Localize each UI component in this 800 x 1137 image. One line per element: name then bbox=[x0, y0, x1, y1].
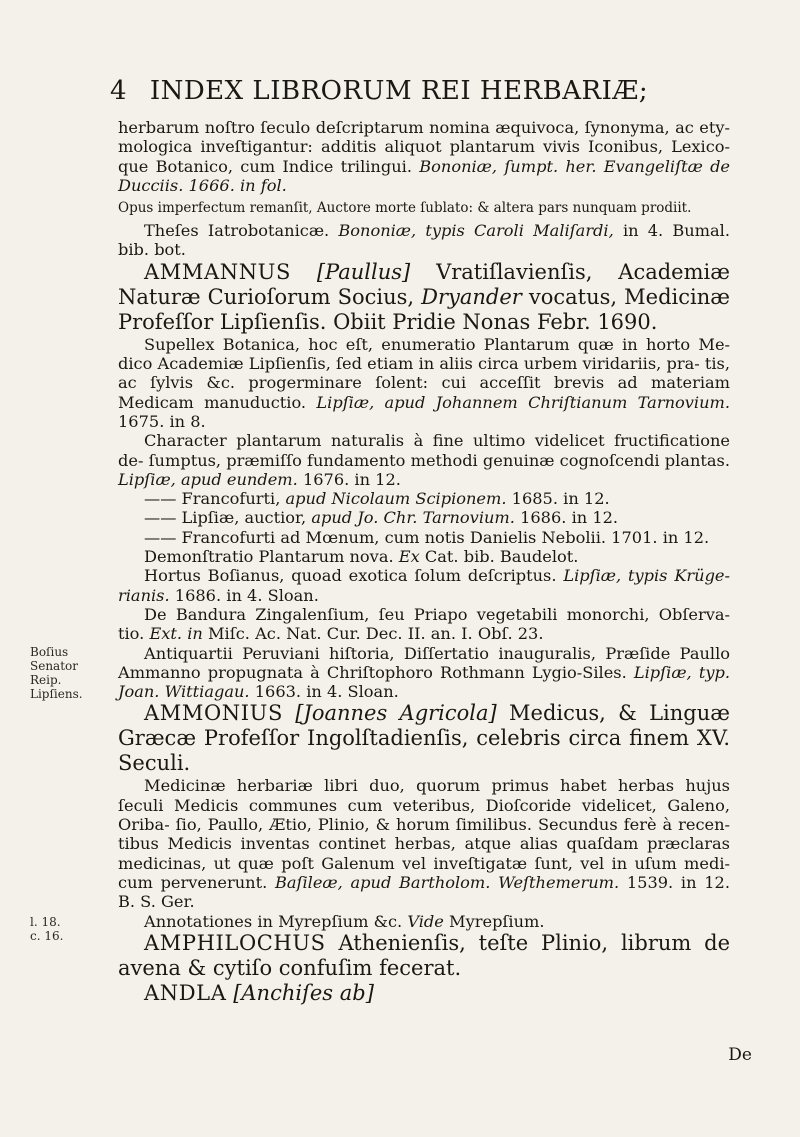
author-heading-andla: ANDLA [Anchiſes ab] bbox=[144, 980, 374, 1005]
entry-annotationes: Annotationes in Myrepſium &c. Vide Myrepſium. bbox=[144, 911, 545, 931]
page-number: 4 bbox=[110, 76, 128, 106]
margin-note: Boſius Senator Reip. Lipſiens. bbox=[30, 645, 83, 701]
margin-note: l. 18. c. 16. bbox=[30, 915, 64, 943]
author-heading-amphilochus: AMPHILOCHUS Athenienſis, teſte Plinio, librum de avena & cytiſo confuſim fecerat. bbox=[118, 930, 730, 980]
entry-supellex: Supellex Botanica, hoc eſt, enumeratio Plantarum quæ in horto Me- dico Academiæ Lipſienſis, ſed etiam in aliis circa urbem viridariis, pra- tis, ac ſylvis &c. progerminare ſolent: cui acceſſit brevis ad materiam Medicam manuductio. Lipſiæ, apud Johannem Chriſtianum Tarnovium. 1675. in 8. bbox=[118, 334, 730, 431]
entry-medicinae: Medicinæ herbariæ libri duo, quorum primus habet herbas hujus ſeculi Medicis communes cum veteribus, Dioſcoride videlicet, Galeno, Oriba- ſio, Paullo, Ætio, Plinio, & horum ſimilibus. Secundus ferè à recen- tibus Medicis inventas continet herbas, atque alias quaſdam præclaras medicinas, ut quæ poſt Galenum vel inveſtigatæ ſunt, vel in uſum medi- cum pervenerunt. Baſileæ, apud Bartholom. Weſthemerum. 1539. in 12. B. S. Ger. bbox=[118, 776, 730, 912]
entry-theses: Theſes Iatrobotanicæ. Bononiæ, typis Caroli Maliſardi, in 4. Bumal. bib. bot. bbox=[118, 221, 730, 260]
entry-character: Character plantarum naturalis à fine ultimo videlicet fructificatione de- ſumptus, præmiſſo fundamento methodi genuinæ cognoſcendi plantas. Lipſiæ, apud eundem. 1676. in 12. bbox=[118, 431, 730, 489]
edition-line: —— Francofurti ad Mœnum, cum notis Danielis Nebolii. 1701. in 12. bbox=[144, 527, 710, 547]
entry-hortus: Hortus Boſianus, quoad exotica ſolum deſcriptus. Lipſiæ, typis Krüge- rianis. 1686. in 4. Sloan. bbox=[118, 566, 730, 605]
author-heading-ammannus: AMMANNUS [Paullus] Vratiſlavienſis, Academiæ Naturæ Curioſorum Socius, Dryander vocatus, Medicinæ Profeſſor Lipſienſis. Obiit Pridie Nonas Febr. 1690. bbox=[118, 259, 730, 334]
page-header bbox=[110, 76, 648, 106]
entry-antiquartii: Antiquartii Peruviani hiſtoria, Diſſertatio inauguralis, Præſide Paullo Ammanno propugnata à Chriſtophoro Rothmann Lygio-Siles. Lipſiæ, typ. Joan. Wittiagau. 1663. in 4. Sloan. bbox=[118, 643, 730, 702]
catchword: De bbox=[728, 1045, 752, 1065]
edition-line: —— Francofurti, apud Nicolaum Scipionem. 1685. in 12. bbox=[144, 489, 610, 509]
entry-bandura: De Bandura Zingalenſium, ſeu Priapo vegetabili monorchi, Obſerva- tio. Ext. in Miſc. Ac. Nat. Cur. Dec. II. an. I. Obſ. 23. bbox=[118, 604, 730, 644]
text-column bbox=[118, 118, 730, 1006]
entry-continued: herbarum noſtro ſeculo deſcriptarum nomina æquivoca, ſynonyma, ac ety- mologica inveſtigantur: additis aliquot plantarum vivis Iconibus, Lexico- que Botanico, cum Indice trilingui. Bononiæ, ſumpt. her. Evangeliſtæ de Ducciis. 1666. in fol. bbox=[118, 118, 731, 195]
editorial-note: Opus imperfectum remanſit, Auctore morte ſublato: & altera pars nunquam prodiit. bbox=[118, 200, 692, 217]
author-heading-ammonius: AMMONIUS [Joannes Agricola] Medicus, & Linguæ Græcæ Profeſſor Ingolſtadienſis, celebris circa finem XV. Seculi. bbox=[118, 701, 730, 776]
running-title: INDEX LIBRORUM REI HERBARIÆ; bbox=[149, 76, 649, 106]
edition-line: —— Lipſiæ, auctior, apud Jo. Chr. Tarnovium. 1686. in 12. bbox=[144, 508, 619, 528]
entry-demonstratio: Demonſtratio Plantarum nova. Ex Cat. bib. Baudelot. bbox=[144, 547, 579, 567]
